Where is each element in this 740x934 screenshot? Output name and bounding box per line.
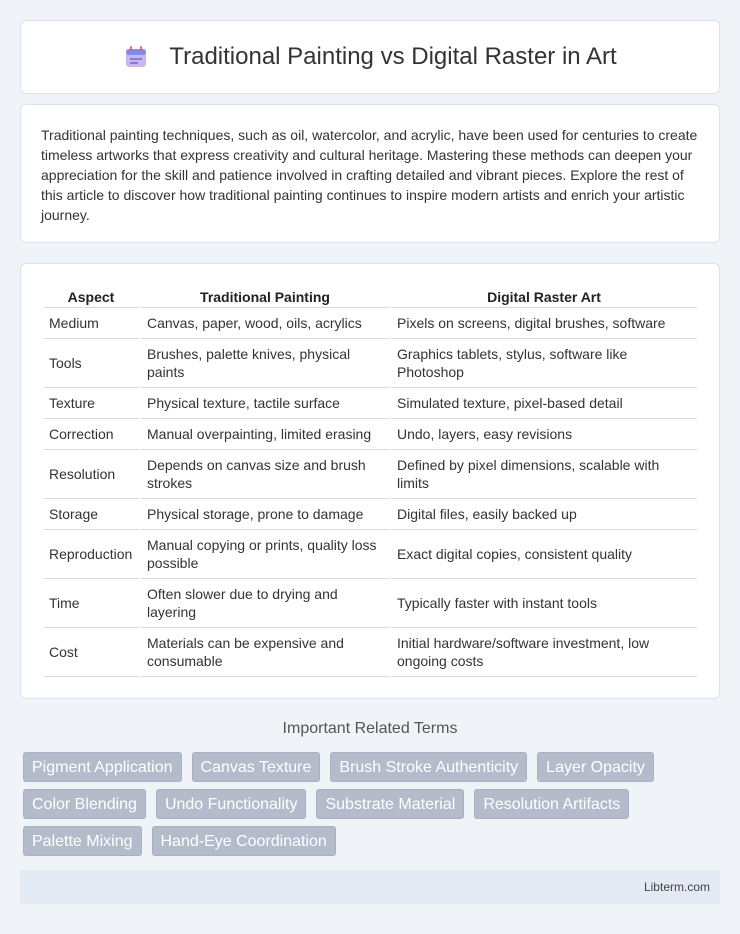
cell-aspect: Reproduction xyxy=(43,530,139,579)
cell-traditional: Canvas, paper, wood, oils, acrylics xyxy=(141,308,389,339)
cell-aspect: Texture xyxy=(43,388,139,419)
cell-traditional: Manual overpainting, limited erasing xyxy=(141,419,389,450)
cell-traditional: Manual copying or prints, quality loss possible xyxy=(141,530,389,579)
cell-digital: Typically faster with instant tools xyxy=(391,579,697,628)
intro-card xyxy=(20,104,720,243)
intro-paragraph: Traditional painting techniques, such as oil, watercolor, and acrylic, have been used for centuries to create timeless artworks that express creativity and cultural heritage. Mastering these methods can deepen your appreciation for the skill and patience involved in crafting detailed and vibrant pieces. Explore the rest of this article to discover how traditional painting continues to inspire modern artists and enrich your artistic journey. xyxy=(41,127,698,223)
cell-digital: Undo, layers, easy revisions xyxy=(391,419,697,450)
page-title: Traditional Painting vs Digital Raster in Art xyxy=(169,43,617,70)
cell-traditional: Materials can be expensive and consumable xyxy=(141,628,389,677)
related-term-tag[interactable]: Layer Opacity xyxy=(537,752,654,782)
comparison-table xyxy=(41,284,699,677)
table-row xyxy=(43,339,697,388)
cell-aspect: Resolution xyxy=(43,450,139,499)
table-row xyxy=(43,388,697,419)
table-header-row xyxy=(43,284,697,308)
table-row xyxy=(43,308,697,339)
cell-digital: Exact digital copies, consistent quality xyxy=(391,530,697,579)
cell-traditional: Often slower due to drying and layering xyxy=(141,579,389,628)
footer xyxy=(20,870,720,904)
cell-aspect: Tools xyxy=(43,339,139,388)
cell-traditional: Brushes, palette knives, physical paints xyxy=(141,339,389,388)
table-row xyxy=(43,530,697,579)
cell-traditional: Physical storage, prone to damage xyxy=(141,499,389,530)
table-row xyxy=(43,628,697,677)
cell-traditional: Depends on canvas size and brush strokes xyxy=(141,450,389,499)
related-term-tag[interactable]: Color Blending xyxy=(23,789,146,819)
table-row xyxy=(43,450,697,499)
cell-digital: Pixels on screens, digital brushes, software xyxy=(391,308,697,339)
related-term-tag[interactable]: Canvas Texture xyxy=(192,752,321,782)
cell-digital: Graphics tablets, stylus, software like Photoshop xyxy=(391,339,697,388)
related-term-tag[interactable]: Substrate Material xyxy=(316,789,464,819)
related-term-tag[interactable]: Resolution Artifacts xyxy=(474,789,629,819)
column-header-aspect: Aspect xyxy=(43,284,139,308)
cell-traditional: Physical texture, tactile surface xyxy=(141,388,389,419)
table-row xyxy=(43,499,697,530)
comparison-table-card xyxy=(20,263,720,699)
column-header-traditional: Traditional Painting xyxy=(141,284,389,308)
calendar-icon xyxy=(123,44,149,70)
related-term-tag[interactable]: Palette Mixing xyxy=(23,826,142,856)
cell-aspect: Time xyxy=(43,579,139,628)
cell-aspect: Correction xyxy=(43,419,139,450)
cell-digital: Defined by pixel dimensions, scalable with limits xyxy=(391,450,697,499)
related-term-tag[interactable]: Pigment Application xyxy=(23,752,182,782)
related-terms-list xyxy=(20,752,720,856)
cell-aspect: Storage xyxy=(43,499,139,530)
table-row xyxy=(43,419,697,450)
column-header-digital: Digital Raster Art xyxy=(391,284,697,308)
table-row xyxy=(43,579,697,628)
cell-digital: Digital files, easily backed up xyxy=(391,499,697,530)
related-term-tag[interactable]: Brush Stroke Authenticity xyxy=(330,752,527,782)
cell-digital: Simulated texture, pixel-based detail xyxy=(391,388,697,419)
related-term-tag[interactable]: Hand-Eye Coordination xyxy=(152,826,336,856)
footer-link[interactable]: Libterm.com xyxy=(643,880,710,894)
related-term-tag[interactable]: Undo Functionality xyxy=(156,789,307,819)
cell-aspect: Cost xyxy=(43,628,139,677)
header-card xyxy=(20,20,720,94)
related-terms-title: Important Related Terms xyxy=(282,720,458,737)
cell-aspect: Medium xyxy=(43,308,139,339)
cell-digital: Initial hardware/software investment, low ongoing costs xyxy=(391,628,697,677)
